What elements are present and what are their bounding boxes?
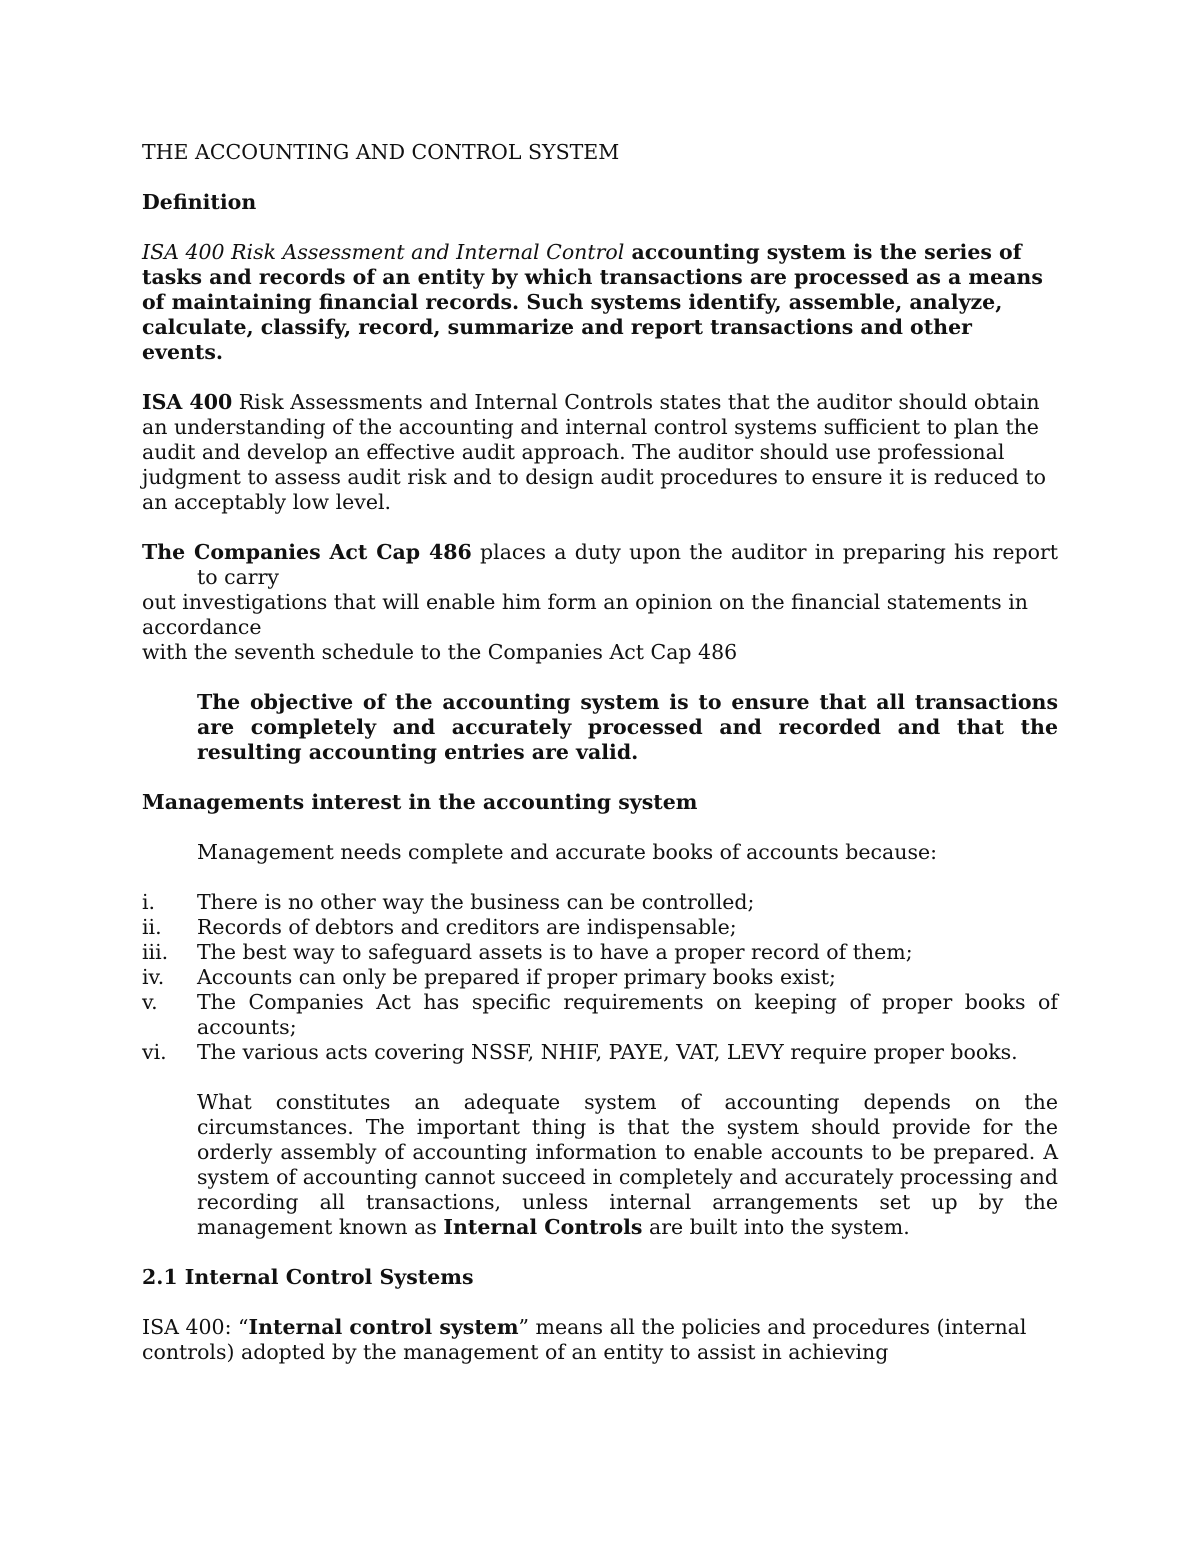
definition-heading: Definition: [142, 190, 257, 214]
document-title: THE ACCOUNTING AND CONTROL SYSTEM: [142, 140, 620, 164]
section-2-1-prefix: ISA 400: “: [142, 1315, 249, 1339]
list-item-number: i.: [142, 890, 156, 914]
document-page: [142, 140, 1058, 1365]
list-item: [142, 965, 1058, 990]
list-item: [142, 890, 1058, 915]
companies-act-line2: out investigations that will enable him form an opinion on the financial statements in accordance: [142, 590, 1028, 639]
isa400-bold-lead: ISA 400: [142, 390, 233, 414]
objective-paragraph: The objective of the accounting system is to ensure that all transactions are completely and accurately processed and recorded and that the resulting accounting entries are valid.: [197, 690, 1058, 764]
list-item-number: iii.: [142, 940, 169, 964]
internal-controls-term: Internal Controls: [443, 1215, 643, 1239]
management-heading: Managements interest in the accounting system: [142, 790, 698, 814]
adequate-text-before: What constitutes an adequate system of accounting depends on the circumstances. The important thing is that the system should provide for the orderly assembly of accounting information to enable accounts to be prepared. A system of accounting cannot succeed in completely and accurately processing and recording all transactions, unless internal arrangements set up by the management known as: [197, 1090, 1058, 1239]
list-item-text: Records of debtors and creditors are indispensable;: [197, 915, 737, 939]
list-item: [142, 990, 1058, 1040]
companies-act-line3: with the seventh schedule to the Companies Act Cap 486: [142, 640, 738, 664]
list-item-number: ii.: [142, 915, 162, 939]
section-2-1-paragraph: [142, 1315, 1058, 1365]
internal-control-system-term: Internal control system: [248, 1315, 519, 1339]
list-item: [142, 940, 1058, 965]
list-item-number: v.: [142, 990, 158, 1014]
definition-paragraph: [142, 240, 1058, 365]
list-item-number: iv.: [142, 965, 165, 989]
definition-italic-lead: ISA 400 Risk Assessment and Internal Control: [142, 240, 625, 264]
isa400-paragraph: [142, 390, 1058, 515]
list-item-text: The best way to safeguard assets is to have a proper record of them;: [197, 940, 913, 964]
companies-act-bold-lead: The Companies Act Cap 486: [142, 540, 472, 564]
companies-act-paragraph: [142, 540, 1058, 665]
definition-bold-text: accounting system is the series of tasks and records of an entity by which transactions are processed as a means of maintaining financial records. Such systems identify, assemble, analyze, calculate, classify, record, summarize and report transactions and other events.: [142, 240, 1043, 364]
section-2-1-heading: 2.1 Internal Control Systems: [142, 1265, 474, 1289]
isa400-text: Risk Assessments and Internal Controls states that the auditor should obtain an understanding of the accounting and internal control systems sufficient to plan the audit and develop an effective audit approach. The auditor should use professional judgment to assess audit risk and to design audit procedures to ensure it is reduced to an acceptably low level.: [142, 390, 1047, 514]
list-item-number: vi.: [142, 1040, 167, 1064]
adequate-system-paragraph: [197, 1090, 1058, 1240]
list-item-text: Accounts can only be prepared if proper primary books exist;: [197, 965, 836, 989]
management-reasons-list: [142, 890, 1058, 1065]
companies-act-line1-text: places a duty upon the auditor in preparing his report to carry: [197, 540, 1059, 589]
section-2-1-suffix: ” means all the policies and procedures (internal controls) adopted by the management of an entity to assist in achieving: [142, 1315, 1027, 1364]
list-item: [142, 915, 1058, 940]
list-item-text: There is no other way the business can be controlled;: [197, 890, 755, 914]
companies-act-line1: [142, 540, 1058, 590]
list-item-text: The Companies Act has specific requirements on keeping of proper books of accounts;: [197, 990, 1058, 1039]
management-intro: Management needs complete and accurate books of accounts because:: [197, 840, 938, 864]
list-item: [142, 1040, 1058, 1065]
list-item-text: The various acts covering NSSF, NHIF, PAYE, VAT, LEVY require proper books.: [197, 1040, 1018, 1064]
adequate-text-after: are built into the system.: [642, 1215, 910, 1239]
